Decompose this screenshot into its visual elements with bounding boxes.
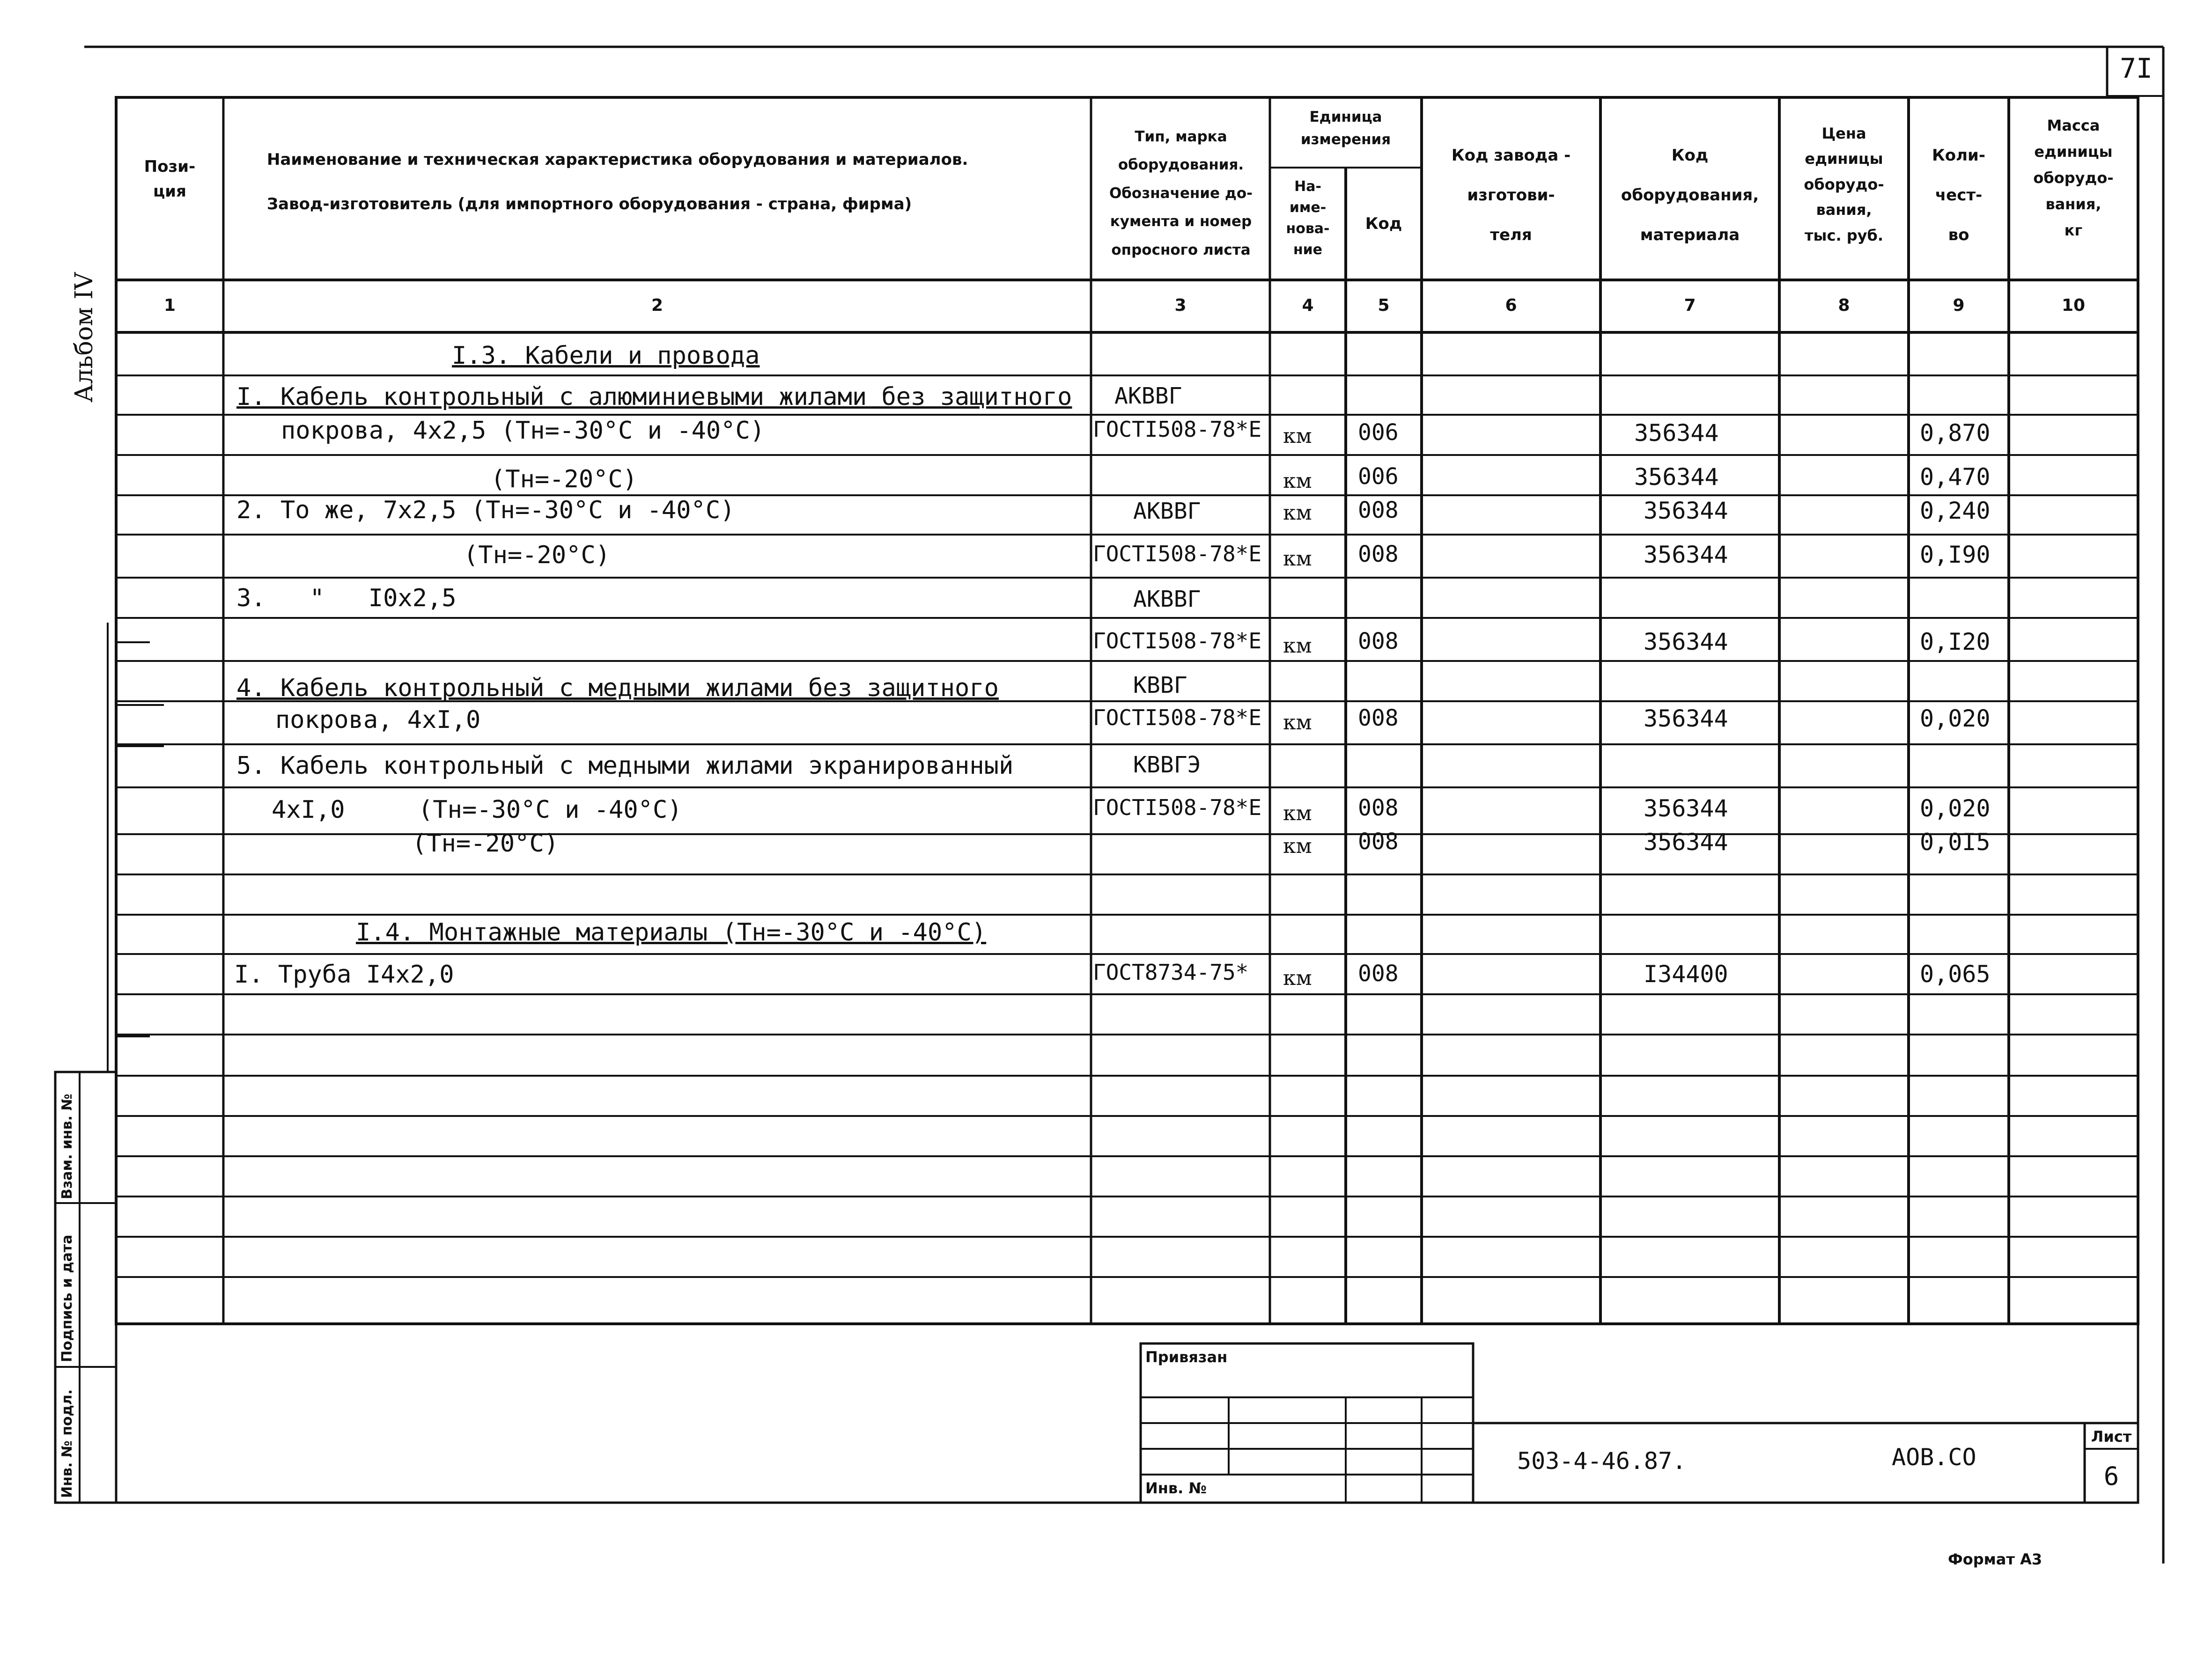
table-row-equipment-code: I34400 (1644, 961, 1728, 988)
col-number-3: 3 (1174, 296, 1187, 315)
table-row-unit: км (1283, 711, 1312, 734)
table-row-unit: км (1283, 501, 1312, 525)
table-row-quantity: 0,240 (1920, 497, 1991, 524)
table-row-type: АКВВГ (1133, 498, 1201, 524)
table-row-equipment-code: 356344 (1644, 541, 1728, 568)
table-row-type: ГОСТI508-78*Е (1093, 417, 1262, 442)
table-row-code: 006 (1358, 419, 1399, 446)
table-row-quantity: 0,I20 (1920, 628, 1991, 655)
table-row-name: (Тн=-20°С) (412, 830, 559, 858)
table-row-name: 5. Кабель контрольный с медными жилами экранированный (236, 752, 1014, 780)
section-title: I.4. Монтажные материалы (Тн=-30°С и -40°С) (356, 918, 987, 947)
table-row-name: покрова, 4х2,5 (Тн=-30°С и -40°С) (281, 417, 765, 445)
table-row-type: КВВГ (1133, 672, 1187, 698)
album-label: Альбом IV (70, 272, 98, 403)
table-row-quantity: 0,I90 (1920, 541, 1991, 568)
section-title: I.3. Кабели и провода (452, 342, 760, 370)
table-row-equipment-code: 356344 (1644, 705, 1728, 732)
table-row-equipment-code: 356344 (1634, 463, 1719, 491)
document-code: 503-4-46.87. (1517, 1447, 1687, 1475)
col-number-1: 1 (163, 296, 176, 315)
header-type: Тип, марка оборудования. Обозначение до- кумента и номер опросного листа (1109, 128, 1253, 258)
table-row-code: 008 (1358, 829, 1399, 855)
table-row-equipment-code: 356344 (1644, 497, 1728, 524)
table-row-type: АКВВГ (1114, 383, 1182, 409)
table-row-name: I. Труба I4х2,0 (234, 961, 454, 989)
table-row-code: 008 (1358, 705, 1399, 731)
header-unit-group: Единица измерения (1300, 109, 1391, 148)
col-number-9: 9 (1953, 296, 1965, 315)
signature-date-label: Подпись и дата (59, 1234, 75, 1362)
col-number-8: 8 (1838, 296, 1850, 315)
table-row-name: I. Кабель контрольный с алюминиевыми жилами без защитного (236, 383, 1072, 411)
header-equipment-code: Код оборудования, материала (1621, 146, 1759, 244)
vzam-inv-label: Взам. инв. № (59, 1094, 75, 1199)
table-row-quantity: 0,470 (1920, 463, 1991, 491)
header-unit-code: Код (1365, 214, 1402, 233)
table-row-unit: км (1283, 547, 1312, 571)
table-row-name: покрова, 4хI,0 (275, 706, 481, 734)
col-number-4: 4 (1302, 296, 1314, 315)
inv-number-label: Инв. № (1145, 1479, 1207, 1497)
table-row-unit: км (1283, 634, 1312, 658)
table-row-equipment-code: 356344 (1644, 795, 1728, 822)
table-row-quantity: 0,065 (1920, 961, 1991, 988)
table-row-unit: км (1283, 424, 1312, 448)
table-row-unit: км (1283, 801, 1312, 825)
col-number-10: 10 (2061, 296, 2086, 315)
header-unit-name: На- име- нова- ние (1286, 178, 1330, 258)
table-row-type: КВВГЭ (1133, 752, 1201, 778)
table-row-name: 3. " I0х2,5 (236, 584, 457, 612)
table-row-code: 006 (1358, 463, 1399, 490)
table-row-code: 008 (1358, 541, 1399, 567)
table-row-equipment-code: 356344 (1644, 628, 1728, 655)
table-row-type: ГОСТI508-78*Е (1093, 705, 1262, 730)
header-name-line2: Завод-изготовитель (для импортного оборудования - страна, фирма) (267, 195, 912, 213)
col-number-5: 5 (1378, 296, 1390, 315)
header-mass: Масса единицы оборудо- вания, кг (2033, 117, 2114, 239)
header-name-line1: Наименование и техническая характеристика оборудования и материалов. (267, 150, 968, 169)
table-row-unit: км (1283, 469, 1312, 493)
table-row-unit: км (1283, 966, 1312, 990)
table-row-quantity: 0,870 (1920, 419, 1991, 447)
title-block-frame (116, 1324, 2138, 1503)
table-row-equipment-code: 356344 (1634, 419, 1719, 447)
table-row-equipment-code: 356344 (1644, 829, 1728, 856)
header-quantity: Коли- чест- во (1932, 146, 1985, 244)
header-position: Пози- ция (144, 157, 196, 201)
sheet-label: Лист (2091, 1428, 2132, 1446)
table-row-type: ГОСТI508-78*Е (1093, 628, 1262, 653)
table-row-code: 008 (1358, 628, 1399, 654)
table-row-name: 2. То же, 7х2,5 (Тн=-30°С и -40°С) (236, 496, 735, 524)
col-number-2: 2 (651, 296, 664, 315)
table-row-name: (Тн=-20°С) (491, 465, 638, 493)
table-row-code: 008 (1358, 961, 1399, 987)
header-plant-code: Код завода - изготови- теля (1451, 146, 1571, 244)
sheet-code: АОВ.СО (1892, 1444, 1976, 1471)
table-row-name: (Тн=-20°С) (464, 541, 611, 569)
table-row-code: 008 (1358, 497, 1399, 523)
table-row-quantity: 0,020 (1920, 795, 1991, 822)
table-row-quantity: 0,0I5 (1920, 829, 1991, 856)
col-number-7: 7 (1684, 296, 1696, 315)
table-row-type: АКВВГ (1133, 586, 1201, 612)
table-row-unit: км (1283, 834, 1312, 858)
privyazan-label: Привязан (1145, 1348, 1228, 1366)
col-number-6: 6 (1505, 296, 1517, 315)
table-row-type: ГОСТI508-78*Е (1093, 795, 1262, 820)
sheet-number: 6 (2103, 1461, 2119, 1491)
table-row-name: 4хI,0 (Тн=-30°С и -40°С) (272, 796, 682, 824)
format-label: Формат А3 (1948, 1550, 2042, 1568)
table-row-quantity: 0,020 (1920, 705, 1991, 732)
table-row-type: ГОСТI508-78*Е (1093, 541, 1262, 566)
page-number: 7I (2120, 52, 2153, 84)
header-price: Цена единицы оборудо- вания, тыс. руб. (1804, 125, 1884, 244)
table-row-code: 008 (1358, 795, 1399, 821)
inv-podl-label: Инв. № подл. (59, 1389, 75, 1498)
table-row-name: 4. Кабель контрольный с медными жилами без защитного (236, 674, 999, 702)
table-row-type: ГОСТ8734-75* (1093, 960, 1249, 985)
